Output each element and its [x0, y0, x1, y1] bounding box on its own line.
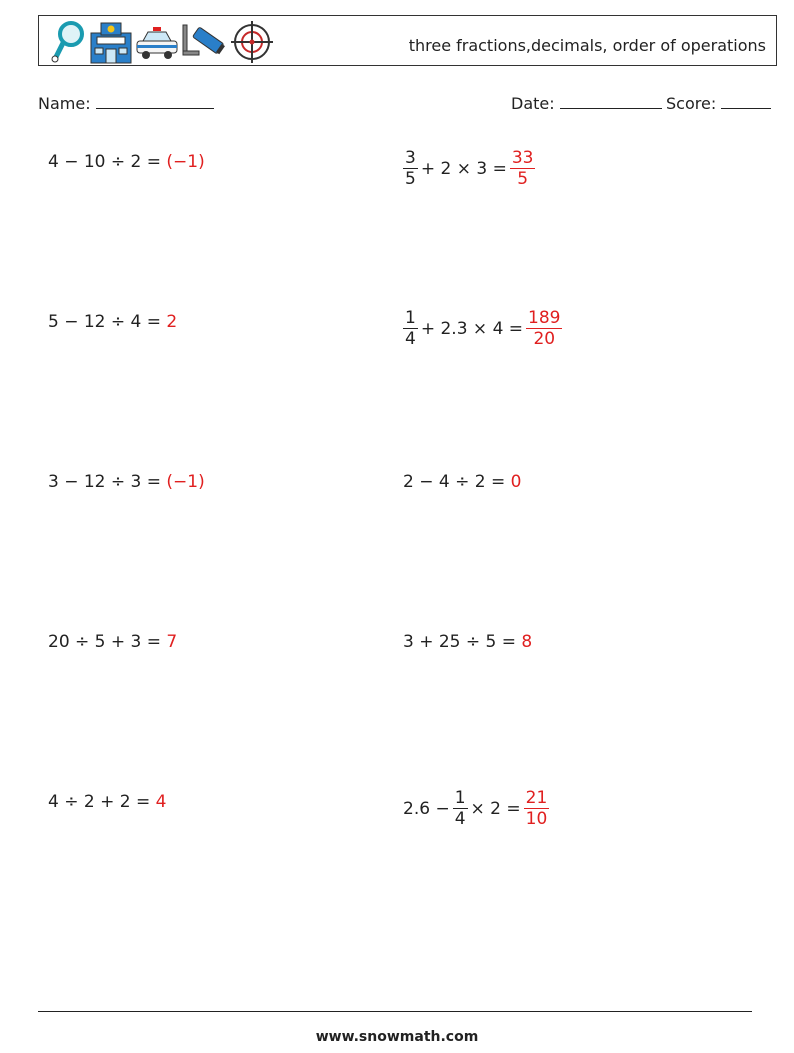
denominator: 5: [517, 169, 529, 189]
fraction: [403, 308, 418, 349]
problem-answer: 4: [155, 792, 167, 812]
police-station-icon: [89, 19, 133, 65]
crosshair-icon: [229, 19, 275, 65]
numerator: 21: [525, 788, 548, 808]
police-car-icon: [135, 19, 179, 65]
worksheet-title: three fractions,decimals, order of operations: [408, 36, 766, 55]
problem-2: [400, 148, 538, 189]
problem-answer: 0: [510, 472, 522, 492]
problem-10: [403, 788, 552, 829]
denominator: 20: [533, 329, 556, 349]
problem-6: [403, 472, 521, 492]
problem-expression: 20 ÷ 5 + 3 =: [48, 632, 162, 652]
security-camera-icon: [181, 19, 227, 65]
name-label: Name:: [38, 94, 91, 113]
fraction: [453, 788, 468, 829]
problem-expression: 4 ÷ 2 + 2 =: [48, 792, 151, 812]
problem-answer: 2: [166, 312, 178, 332]
header-box: [38, 15, 777, 66]
name-field[interactable]: [38, 92, 214, 113]
problem-expression: + 2.3 × 4 =: [420, 318, 524, 339]
fraction: [403, 148, 418, 189]
problem-expression: 3 − 12 ÷ 3 =: [48, 472, 162, 492]
problem-8: [403, 632, 532, 652]
problem-answer: 7: [166, 632, 178, 652]
problem-7: [48, 632, 177, 652]
problem-answer: (−1): [166, 472, 205, 492]
problem-expression: 2 − 4 ÷ 2 =: [403, 472, 506, 492]
problem-answer: (−1): [166, 152, 205, 172]
problem-expression-pre: 2.6 −: [403, 798, 450, 819]
problem-expression: + 2 × 3 =: [420, 158, 507, 179]
score-label: Score:: [666, 94, 717, 113]
numerator: 33: [511, 148, 534, 168]
numerator: 1: [454, 788, 466, 808]
date-line[interactable]: [560, 92, 662, 109]
problem-5: [48, 472, 205, 492]
header-icons: [47, 19, 275, 65]
answer-fraction: [510, 148, 536, 189]
date-label: Date:: [511, 94, 555, 113]
denominator: 5: [405, 169, 416, 189]
numerator: 1: [405, 308, 416, 328]
answer-fraction: [524, 788, 550, 829]
problem-expression: 4 − 10 ÷ 2 =: [48, 152, 162, 172]
denominator: 4: [454, 809, 466, 829]
problem-answer: 8: [521, 632, 533, 652]
score-line[interactable]: [721, 92, 771, 109]
problem-1: [48, 152, 205, 172]
answer-fraction: [526, 308, 562, 349]
date-field[interactable]: [511, 92, 662, 113]
name-line[interactable]: [96, 92, 214, 109]
problem-expression: 5 − 12 ÷ 4 =: [48, 312, 162, 332]
footer-url[interactable]: www.snowmath.com: [315, 1029, 479, 1045]
problem-expression: 3 + 25 ÷ 5 =: [403, 632, 517, 652]
footer-divider: [38, 1011, 752, 1012]
problem-9: [48, 792, 166, 812]
magnifier-icon: [47, 19, 87, 65]
problem-3: [48, 312, 177, 332]
denominator: 10: [525, 809, 548, 829]
score-field[interactable]: [666, 92, 771, 113]
numerator: 189: [528, 308, 561, 328]
denominator: 4: [405, 329, 416, 349]
problem-4: [400, 308, 565, 349]
numerator: 3: [405, 148, 416, 168]
problem-expression: × 2 =: [470, 798, 521, 819]
